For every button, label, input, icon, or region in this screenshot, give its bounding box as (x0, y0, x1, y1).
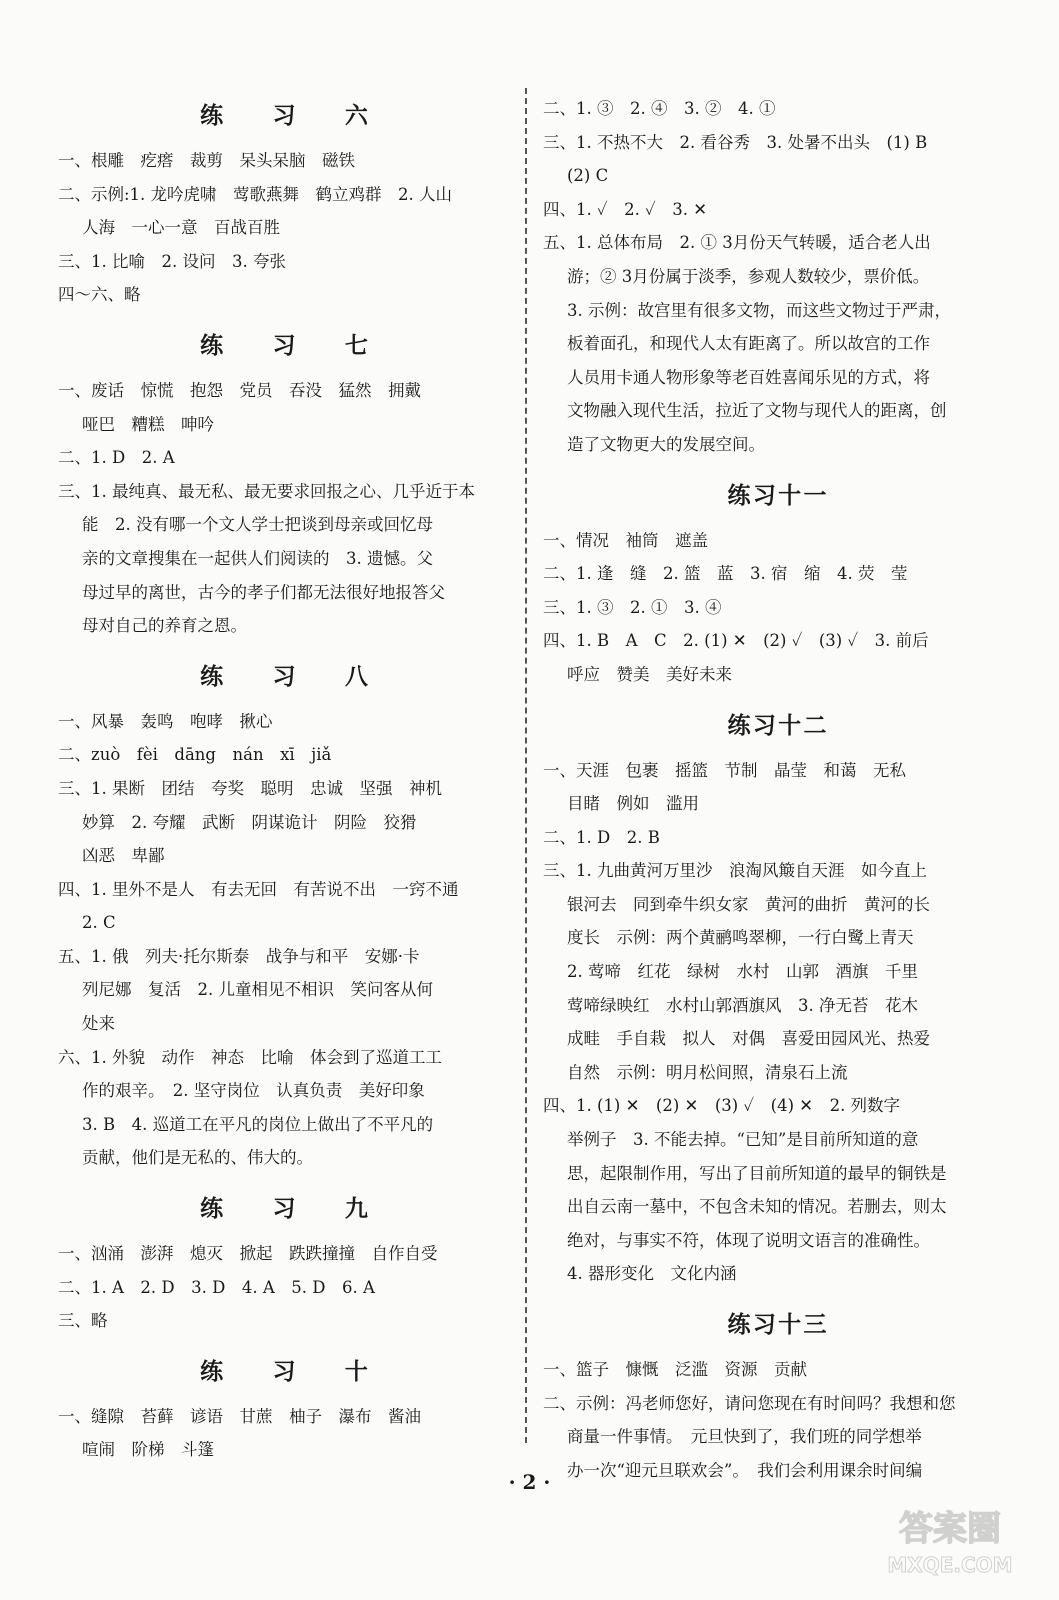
answer-line-continued: 凶恶 卑鄙 (82, 846, 165, 866)
watermark-graphic (875, 1500, 1025, 1580)
answer-line-continued: 银河去 同到牵牛织女家 黄河的曲折 黄河的长 (567, 894, 930, 914)
answer-line-continued: 造了文物更大的发展空间。 (567, 434, 765, 454)
answer-line-continued: 3. 示例：故宫里有很多文物，而这些文物过于严肃， (567, 300, 951, 320)
section-title: 练 习 八 (200, 662, 389, 690)
section-title: 练习十二 (727, 711, 829, 739)
answer-line: 六、1. 外貌 动作 神态 比喻 体会到了巡道工工 (58, 1047, 442, 1067)
answer-line-continued: 办一次“迎元旦联欢会”。 我们会利用课余时间编 (567, 1460, 923, 1480)
answer-line: 四、1. (1) ✕ (2) ✕ (3) ✓ (4) ✕ 2. 列数字 (543, 1096, 901, 1116)
answer-line-continued: 2. 莺啼 红花 绿树 水村 山郭 酒旗 千里 (567, 962, 918, 982)
answer-line-continued: 哑巴 糟糕 呻吟 (82, 414, 214, 434)
answer-line: 三、略 (58, 1311, 108, 1331)
answer-line: 五、1. 总体布局 2. ① 3月份天气转暖，适合老人出 (543, 233, 931, 253)
answer-line-continued: 人员用卡通人物形象等老百姓喜闻乐见的方式，将 (567, 367, 930, 387)
answer-line: 二、1. 逢 缝 2. 篮 蓝 3. 宿 缩 4. 荧 莹 (543, 564, 908, 584)
page-number: · 2 · (508, 1470, 551, 1494)
answer-line: 四、1. ✓ 2. ✓ 3. ✕ (543, 199, 708, 219)
answer-line-continued: 板着面孔，和现代人太有距离了。所以故宫的工作 (567, 334, 930, 354)
answer-line-continued: 举例子 3. 不能去掉。“已知”是目前所知道的意 (567, 1130, 919, 1150)
section-title: 练习十三 (727, 1311, 829, 1338)
answer-line: 一、根雕 疙瘩 裁剪 呆头呆脑 磁铁 (58, 151, 355, 170)
answer-line: 二、示例：冯老师您好，请问您现在有时间吗？我想和您 (543, 1393, 956, 1413)
section-title: 练 习 七 (200, 331, 389, 359)
answer-line: 二、1. D 2. A (58, 448, 175, 468)
answer-line-continued: 呼应 赞美 美好未来 (567, 664, 732, 684)
section-title: 练 习 十 (200, 1357, 389, 1385)
answer-line: 一、风暴 轰鸣 咆哮 揪心 (58, 711, 273, 731)
answer-line: 三、1. 果断 团结 夸奖 聪明 忠诚 坚强 神机 (58, 778, 442, 798)
answer-line-continued: 3. B 4. 巡道工在平凡的岗位上做出了不平凡的 (82, 1114, 434, 1134)
answer-line-continued: 商量一件事情。 元旦快到了，我们班的同学想举 (567, 1427, 922, 1447)
right-column (543, 82, 1011, 1487)
answer-line-continued: 出自云南一墓中，不包含未知的情况。若删去，则太 (567, 1197, 947, 1217)
answer-line-continued: 目睹 例如 滥用 (567, 794, 699, 814)
answer-line: 一、篮子 慷慨 泛滥 资源 贡献 (543, 1360, 807, 1379)
answer-line-continued: 母对自己的养育之恩。 (82, 616, 247, 636)
section-title: 练习十一 (727, 481, 829, 509)
answer-line-continued: 能 2. 没有哪一个文人学士把谈到母亲或回忆母 (82, 515, 433, 535)
answer-line-continued: 自然 示例：明月松间照，清泉石上流 (567, 1062, 848, 1082)
answer-line-continued: 处来 (82, 1014, 115, 1034)
answer-line-continued: 人海 一心一意 百战百胜 (82, 218, 280, 238)
answer-line-continued: 列尼娜 复活 2. 儿童相见不相识 笑问客从何 (82, 980, 433, 1000)
answer-line: 三、1. 比喻 2. 设问 3. 夸张 (58, 251, 286, 271)
answer-line-continued: (2) C (567, 166, 609, 186)
section-title: 练 习 六 (200, 102, 389, 129)
answer-line: 二、1. A 2. D 3. D 4. A 5. D 6. A (58, 1277, 375, 1297)
answer-line: 三、1. 九曲黄河万里沙 浪淘风簸自天涯 如今直上 (543, 861, 927, 881)
answer-line-continued: 游；② 3月份属于淡季，参观人数较少，票价低。 (567, 266, 930, 286)
answer-line: 四～六、略 (58, 285, 141, 305)
answer-line: 一、情况 袖筒 遮盖 (543, 530, 708, 550)
answer-line-continued: 绝对，与事实不符，体现了说明文语言的准确性。 (567, 1230, 930, 1250)
answer-line: 三、1. 最纯真、最无私、最无要求回报之心、几乎近于本 (58, 481, 475, 501)
watermark-text-main: 答案圈 (899, 1509, 1001, 1549)
answer-line: 一、汹涌 澎湃 熄灭 掀起 跌跌撞撞 自作自受 (58, 1244, 438, 1264)
answer-line: 二、1. ③ 2. ④ 3. ② 4. ① (543, 99, 776, 118)
answer-line: 二、示例:1. 龙吟虎啸 莺歌燕舞 鹤立鸡群 2. 人山 (58, 184, 453, 204)
answer-line: 五、1. 俄 列夫·托尔斯泰 战争与和平 安娜·卡 (58, 946, 420, 966)
answer-line-continued: 母过早的离世，古今的孝子们都无法很好地报答父 (82, 582, 445, 602)
answer-line: 一、天涯 包裹 摇篮 节制 晶莹 和蔼 无私 (543, 760, 906, 780)
answer-line-continued: 作的艰辛。 2. 坚守岗位 认真负责 美好印象 (82, 1081, 425, 1101)
section-title: 练 习 九 (200, 1195, 389, 1223)
answer-line: 一、缝隙 苔藓 谚语 甘蔗 柚子 瀑布 酱油 (58, 1406, 421, 1426)
answer-line-continued: 成畦 手自栽 拟人 对偶 喜爱田园风光、热爱 (567, 1029, 930, 1049)
answer-line: 三、1. 不热不大 2. 看谷秀 3. 处暑不出头 (1) B (543, 132, 928, 152)
answer-line-continued: 思，起限制作用，写出了目前所知道的最早的铜铁是 (567, 1163, 947, 1183)
watermark-text-url: MXQE.COM (887, 1553, 1013, 1577)
column-divider (525, 88, 527, 1443)
answer-line-continued: 喧闹 阶梯 斗篷 (82, 1440, 214, 1460)
answer-line-continued: 妙算 2. 夸耀 武断 阴谋诡计 阴险 狡猾 (82, 812, 417, 832)
answer-line-continued: 2. C (82, 913, 116, 933)
answer-line: 二、1. D 2. B (543, 827, 660, 847)
answer-line: 二、zuò fèi dāng nán xī jiǎ (58, 745, 332, 765)
watermark-logo (875, 1500, 1025, 1580)
answer-line: 四、1. 里外不是人 有去无回 有苦说不出 一窍不通 (58, 879, 459, 899)
answer-line-continued: 莺啼绿映红 水村山郭酒旗风 3. 净无苔 花木 (567, 995, 918, 1015)
answer-line-continued: 亲的文章搜集在一起供人们阅读的 3. 遗憾。父 (82, 548, 433, 568)
answer-line: 三、1. ③ 2. ① 3. ④ (543, 597, 722, 617)
answer-line: 四、1. B A C 2. (1) ✕ (2) ✓ (3) ✓ 3. 前后 (543, 631, 929, 651)
answer-line-continued: 度长 示例：两个黄鹂鸣翠柳，一行白鹭上青天 (567, 928, 914, 948)
left-column (58, 82, 510, 1467)
answer-line-continued: 文物融入现代生活，拉近了文物与现代人的距离，创 (567, 401, 947, 421)
answer-line-continued: 贡献，他们是无私的、伟大的。 (82, 1148, 313, 1168)
answer-line-continued: 4. 器形变化 文化内涵 (567, 1264, 737, 1284)
answer-line: 一、废话 惊慌 抱怨 党员 吞没 猛然 拥戴 (58, 380, 421, 400)
